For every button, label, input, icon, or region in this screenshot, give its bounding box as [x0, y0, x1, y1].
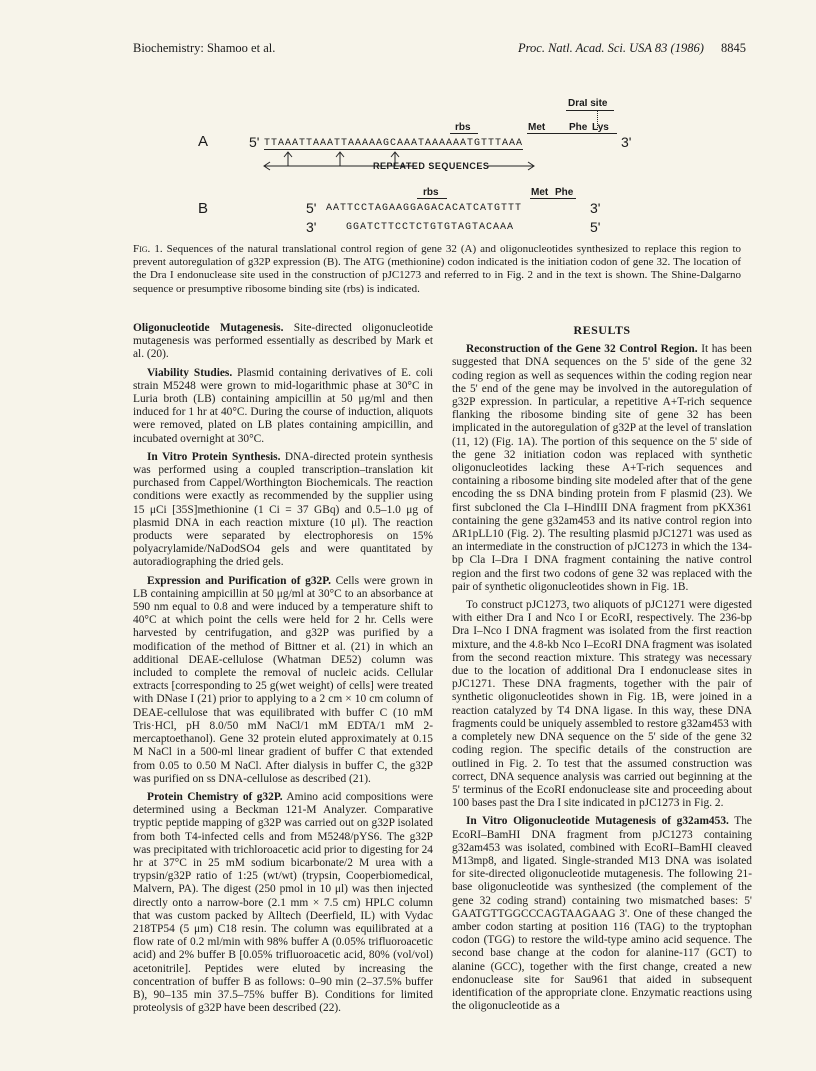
panel-a-codon-bar	[527, 133, 617, 134]
panel-b-bottom-three-prime: 3'	[306, 219, 317, 235]
section-heading: Oligonucleotide Mutagenesis.	[133, 322, 284, 334]
section-heading: In Vitro Protein Synthesis.	[147, 450, 281, 463]
panel-a-met-label: Met	[528, 122, 546, 133]
dra-site-bar	[566, 110, 614, 111]
paragraph-construct	[452, 599, 752, 810]
panel-b-label: B	[198, 200, 209, 217]
panel-a-rbs-label: rbs	[455, 122, 471, 133]
journal-citation: Proc. Natl. Acad. Sci. USA 83 (1986)	[518, 41, 704, 55]
paragraph-reconstruction	[452, 343, 752, 594]
paragraph-protein-chemistry	[133, 791, 433, 1015]
page-number: 8845	[721, 41, 746, 55]
paragraph-oligo-mutagenesis	[133, 322, 433, 362]
caption-figure-label: Fig. 1.	[133, 243, 163, 255]
panel-a-lys-label: Lys	[592, 122, 609, 133]
panel-a-label: A	[198, 133, 209, 150]
paragraph-text: It has been suggested that DNA sequences on the 5' side of the gene 32 coding region as well as sequences within the coding region near the 5' end of the gene may be involved in the autoregulation of g32P expression. In particular, a repetitive A+T-rich sequence flanking the ribosome binding site of gene 32 has been implicated in the autoregulation of g32P at the level of translation (11, 12) (Fig. 1A). The portion of this sequence on the 5' side of the gene 32 initiation codon was replaced with synthetic oligonucleotides lacking these A+T-rich sequences and containing a ribosome binding site modeled after that of the gene encoding the ss DNA binding protein from F plasmid (23). We first subcloned the Cla I–HindIII DNA fragment from pKX361 containing the gene g32am453 and its native control region into ΔR1pLL10 (Fig. 2). The resulting plasmid pJC1271 was used as an intermediate in the construction of pJC1273 in which the 134-bp Cla I–Dra I DNA fragment containing the native control region and the first two codons of gene 32 was replaced with the pair of synthetic oligonucleotides shown in Fig. 1B.	[452, 343, 752, 593]
paragraph-text: Cells were grown in LB containing ampicillin at 50 μg/ml at 30°C to an absorbance at 590 nm equal to 0.8 and were induced by a temperature shift to 40°C at which point the cells were held for 2 hr. Cells were harvested by centrifugation, and g32P was purified by a modification of the method of Bittner et al. (21) in which an additional DEAE-cellulose (Whatman DE52) column was included to complete the removal of nucleic acids. Cellular extracts [corresponding to 25 g(wet weight) of cells] were treated with DNase I (21) prior to applying to a 2 cm × 10 cm column of DEAE-cellulose that was equilibrated with buffer C (10 mM Tris·HCl, pH 8.0/50 mM NaCl/1 mM EDTA/1 mM 2-mercaptoethanol). Gene 32 protein eluted approximately at 0.15 M NaCl in a 500-ml linear gradient of buffer C that extended from 0.05 to 0.50 M NaCl. After dialysis in buffer C, the g32P was purified on ss DNA-cellulose as described (21).	[133, 574, 433, 785]
panel-b-rbs-bar	[417, 198, 447, 199]
panel-b-top-strand: AATTCCTAGAAGGAGACACATCATGTTT	[326, 203, 523, 214]
figure-caption	[133, 243, 741, 296]
section-heading: Expression and Purification of g32P.	[147, 574, 331, 587]
panel-a-sequence: TTAAATTAAATTAAAAAGCAAATAAAAAATGTTTAAA	[264, 138, 524, 149]
panel-b-bottom-strand: GGATCTTCCTCTGTGTAGTACAAA	[346, 222, 515, 233]
paragraph-mutagenesis	[452, 815, 752, 1013]
repeated-arrow-right	[488, 160, 538, 174]
panel-a-three-prime: 3'	[621, 134, 632, 150]
panel-b-codon-bar	[530, 198, 576, 199]
paragraph-text: Plasmid containing derivatives of E. coli strain M5248 were grown to mid-logarithmic phase at 30°C in Luria broth (LB) containing ampicillin at 50 μg/ml and then induced for 1 hr at 40°C. During the course of induction, aliquots were removed, plated on LB plates containing ampicillin, and incubated overnight at 30°C.	[133, 366, 433, 445]
panel-b-bottom-five-prime: 5'	[590, 219, 601, 235]
paragraph-text: To construct pJC1273, two aliquots of pJC1271 were digested with either Dra I and Nco I or EcoRI, respectively. The 236-bp Dra I–Nco I DNA fragment was isolated from the first reaction mixture, and the 4.8-kb Nco I–EcoRI DNA fragment was isolated from the second reaction mixture. This strategy was necessary due to the location of additional Dra I endonuclease sites in pJC1271. These DNA fragments, together with the pair of synthetic oligonucleotides shown in Fig. 1B, were joined in a reaction catalyzed by T4 DNA ligase. In this way, these DNA fragments could be uniquely assembled to restore g32am453 with a completely new DNA sequence on the 5' side of the gene 32 coding region. The specific details of the construction are outlined in Fig. 2. To test that the assumed construction was correct, DNA sequence analysis was carried out beginning at the 5' terminus of the EcoRI endonuclease site and proceeding about 100 bases past the Dra I site indicated in pJC1273 in Fig. 2.	[452, 599, 752, 810]
results-heading: RESULTS	[573, 323, 631, 337]
section-heading: Reconstruction of the Gene 32 Control Region.	[466, 343, 698, 356]
running-header-journal	[518, 41, 746, 56]
panel-a-five-prime: 5'	[249, 134, 260, 150]
panel-b-rbs-label: rbs	[423, 187, 439, 198]
panel-b-three-prime: 3'	[590, 200, 601, 216]
right-column	[452, 322, 752, 1018]
running-header-authors: Biochemistry: Shamoo et al.	[133, 41, 276, 55]
panel-b-met-label: Met	[531, 187, 549, 198]
paragraph-protein-synthesis	[133, 451, 433, 570]
section-heading: In Vitro Oligonucleotide Mutagenesis of g32am453.	[466, 815, 729, 828]
left-column	[133, 322, 433, 1020]
caption-text: Sequences of the natural translational control region of gene 32 (A) and oligonucleotides synthesized to replace this region to prevent autoregulation of g32P expression (B). The ATG (methionine) codon indicated is the initiation codon of gene 32. The location of the Dra I endonuclease site used in the construction of pJC1273 and referred to in Fig. 2 and in the text is shown. The Shine-Dalgarno sequence or presumptive ribosome binding site (rbs) is indicated.	[133, 243, 741, 295]
paragraph-text: DNA-directed protein synthesis was performed using a coupled transcription–translation kit purchased from Cappel/Worthington Biochemicals. The reaction conditions were exactly as recommended by the supplier using 15 μCi [35S]methionine (1 Ci = 37 GBq) and 0.5–1.0 μg of plasmid DNA in each reaction mixture (10 μl). The reaction products were separated by electrophoresis on 15% polyacrylamide/NaDodSO4 gels and were quantitated by autoradiographing the dried gels.	[133, 450, 433, 569]
paragraph-expression	[133, 575, 433, 786]
paragraph-text: Amino acid compositions were determined using a Beckman 121-M Analyzer. Comparative tryptic peptide mapping of g32P was carried out on g32P isolated from both T4-infected cells and from M5248/pYS6. The g32P was precipitated with trichloroacetic acid prior to digesting for 24 hr at 37°C in 25 mM sodium bicarbonate/2 M urea with a trypsin/g32P ratio of 1:25 (wt/wt) (trypsin, Cooperbiomedical, Malvern, PA). The digest (250 pmol in 10 μl) was then injected directly onto a narrow-bore (2.1 mm × 7.5 cm) HPLC column that was custom packed by Alltech (Deerfield, IL) with Vydac 218TP54 (5 μm) C18 resin. The column was equilibrated at a flow rate of 0.2 ml/min with 98% buffer A (0.05% trifluoroacetic acid) and 2% buffer B [0.05% trifluoroacetic acid, 80% (vol/vol) acetonitrile]. Peptides were eluted by increasing the concentration of buffer B as follows: 0–90 min (2–37.5% buffer B), 90–135 min 37.5–75% buffer B). Conditions for limited proteolysis of g32P have been described (22).	[133, 790, 434, 1015]
panel-b-five-prime: 5'	[306, 200, 317, 216]
repeated-sequences-label: REPEATED SEQUENCES	[373, 161, 490, 171]
section-heading: Protein Chemistry of g32P.	[147, 790, 283, 803]
dra-site-label: DraI site	[568, 98, 608, 109]
paragraph-text: The EcoRI–BamHI DNA fragment from pJC1273 containing g32am453 was isolated, combined with EcoRI–BamHI cleaved M13mp8, and ligated. Single-stranded M13 DNA was isolated for site-directed oligonucleotide mutagenesis. The following 21-base oligonucleotide was synthesized (the complement of the gene 32 coding strand) containing two mismatched bases: 5' GAATGTTGGCCCAGTAAGAAG 3'. One of these changed the amber codon starting at position 116 (TAG) to the tryptophan codon (TGG) to restore the wild-type amino acid sequence. The second base change at the codon for alanine-117 (GCT) to alanine (GCC), together with the first change, created a new endonuclease site for Sau961 that aided in subsequent identification of the appropriate clone. Enzymatic reactions using the oligonucleotide as a	[452, 815, 752, 1013]
paragraph-text: Site-directed oligonucleotide mutagenesis was performed essentially as described by Mark et al. (20).	[133, 322, 433, 361]
panel-a-rbs-bar	[450, 133, 478, 134]
paragraph-viability	[133, 367, 433, 446]
panel-a-phe-label: Phe	[569, 122, 588, 133]
panel-b-phe-label: Phe	[555, 187, 574, 198]
section-heading: Viability Studies.	[147, 366, 233, 379]
